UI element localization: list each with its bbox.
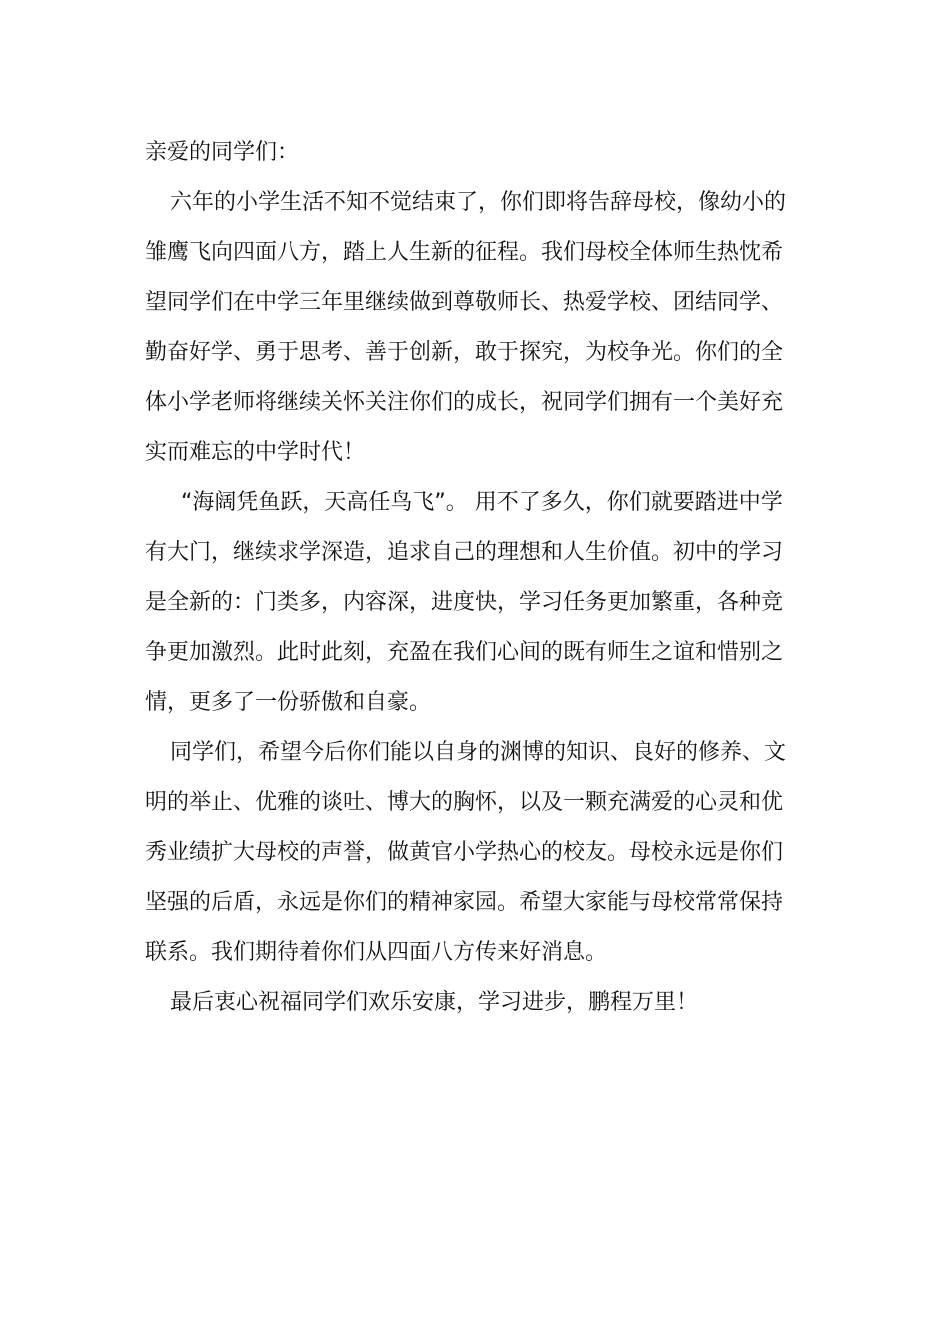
paragraph-2-line: “海阔凭鱼跃，天高任鸟飞”。 用不了多久，你们就要踏进中学 xyxy=(181,490,783,515)
paragraph-3-line: 秀业绩扩大母校的声誉，做黄官小学热心的校友。母校永远是你们 xyxy=(145,840,784,865)
paragraph-2-line: 争更加激烈。此时此刻，充盈在我们心间的既有师生之谊和惜别之 xyxy=(145,640,784,665)
paragraph-2-line: 有大门，继续求学深造，追求自己的理想和人生价值。初中的学习 xyxy=(145,540,784,565)
paragraph-1 xyxy=(145,178,805,478)
letter-body xyxy=(145,128,805,1028)
paragraph-1-line: 雏鹰飞向四面八方，踏上人生新的征程。我们母校全体师生热忱希 xyxy=(145,240,784,265)
paragraph-1-line: 六年的小学生活不知不觉结束了，你们即将告辞母校，像幼小的 xyxy=(170,190,787,215)
paragraph-3-line: 坚强的后盾，永远是你们的精神家园。希望大家能与母校常常保持 xyxy=(145,890,784,915)
paragraph-3-line: 同学们，希望今后你们能以自身的渊博的知识、良好的修养、文 xyxy=(170,740,787,765)
paragraph-1-line: 体小学老师将继续关怀关注你们的成长，祝同学们拥有一个美好充 xyxy=(145,390,784,415)
paragraph-1-line: 望同学们在中学三年里继续做到尊敬师长、热爱学校、团结同学、 xyxy=(145,290,784,315)
paragraph-3 xyxy=(145,728,805,978)
paragraph-2 xyxy=(145,478,805,728)
letter-greeting: 亲爱的同学们： xyxy=(145,140,300,165)
paragraph-1-line: 实而难忘的中学时代！ xyxy=(145,440,366,465)
paragraph-2-line: 情，更多了一份骄傲和自豪。 xyxy=(145,690,432,715)
paragraph-1-line: 勤奋好学、勇于思考、善于创新，敢于探究，为校争光。你们的全 xyxy=(145,340,784,365)
letter-closing: 最后衷心祝福同学们欢乐安康，学习进步，鹏程万里！ xyxy=(170,990,699,1015)
paragraph-3-line: 联系。我们期待着你们从四面八方传来好消息。 xyxy=(145,940,608,965)
paragraph-2-line: 是全新的：门类多，内容深，进度快，学习任务更加繁重，各种竞 xyxy=(145,590,784,615)
paragraph-3-line: 明的举止、优雅的谈吐、博大的胸怀，以及一颗充满爱的心灵和优 xyxy=(145,790,784,815)
